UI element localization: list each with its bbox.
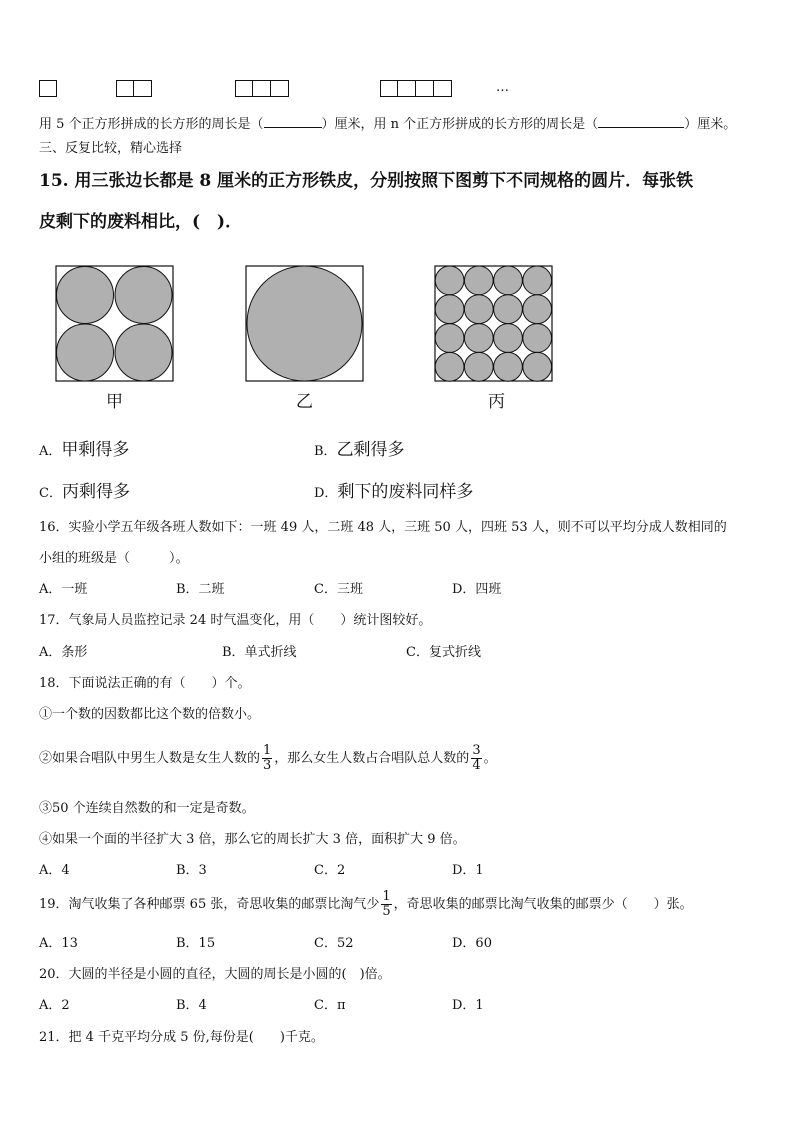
q20-option-a[interactable]: A．2 (39, 998, 70, 1013)
four-squares-figure (380, 80, 452, 97)
q19-fraction-one-fifth (381, 890, 391, 919)
q19-part1: 19．淘气收集了各种邮票 65 张，奇思收集的邮票比淘气少 (39, 897, 380, 912)
q18-option-a[interactable]: A．4 (39, 863, 70, 878)
q20-option-b[interactable]: B．4 (176, 998, 207, 1013)
q15-figure-yi (245, 265, 365, 383)
q15-option-b-text: 乙剩得多 (336, 440, 405, 460)
q18-frac1-numerator: 1 (263, 743, 272, 758)
q14-text-part2: ）厘米，用 n 个正方形拼成的长方形的周长是（ (321, 117, 599, 132)
q15-label-bing: 丙 (488, 392, 505, 412)
q15-option-c-letter: C． (39, 486, 62, 501)
q15-option-b[interactable] (314, 442, 405, 460)
question-16-line-2: 小组的班级是（ ）。 (39, 551, 189, 566)
q15-option-d-text: 剩下的废料同样多 (337, 482, 474, 502)
q18-s2-part2: ，那么女生人数占合唱队总人数的 (274, 751, 470, 766)
question-15-line-1: 15. 用三张边长都是 8 厘米的正方形铁皮，分别按照下图剪下不同规格的圆片．每张铁 (39, 171, 694, 191)
question-14-line (39, 115, 736, 133)
q19-option-d[interactable]: D．60 (452, 936, 492, 951)
q15-label-yi: 乙 (296, 392, 313, 412)
question-17-line: 17．气象局人员监控记录 24 时气温变化，用（ ）统计图较好。 (39, 613, 432, 628)
q15-option-a-text: 甲剩得多 (61, 440, 130, 460)
q15-option-a-letter: A． (39, 444, 62, 459)
q17-option-a[interactable]: A．条形 (39, 645, 88, 660)
squares-ellipsis: … (496, 80, 509, 95)
q15-option-d-letter: D． (314, 486, 338, 501)
q18-option-d[interactable]: D．1 (452, 863, 484, 878)
q15-option-d[interactable] (314, 484, 473, 502)
q15-option-c-text: 丙剩得多 (61, 482, 130, 502)
q18-s2-part1: ②如果合唱队中男生人数是女生人数的 (39, 751, 261, 766)
q18-statement-2 (39, 744, 497, 773)
question-19-line (39, 890, 693, 919)
q15-label-jia: 甲 (106, 392, 123, 412)
q15-figure-jia (55, 265, 175, 383)
q16-option-d[interactable]: D．四班 (452, 582, 502, 597)
question-15-line-2: 皮剩下的废料相比，( )． (39, 212, 243, 232)
q19-part2: ，奇思收集的邮票比淘气收集的邮票少（ ）张。 (393, 897, 693, 912)
q20-option-c[interactable]: C．π (314, 998, 346, 1013)
q20-option-d[interactable]: D．1 (452, 998, 484, 1013)
q15-option-c[interactable] (39, 484, 130, 502)
question-21-line: 21．把 4 千克平均分成 5 份,每份是( )千克。 (39, 1030, 324, 1045)
q15-option-b-letter: B． (314, 444, 337, 459)
one-square-figure (39, 80, 57, 97)
q17-option-b[interactable]: B．单式折线 (222, 645, 297, 660)
q16-option-c[interactable]: C．三班 (314, 582, 363, 597)
q18-frac2-numerator: 3 (472, 743, 481, 758)
q15-figure-bing (434, 265, 554, 383)
q19-frac-numerator: 1 (382, 889, 391, 904)
q18-fraction-three-fourths (471, 744, 481, 773)
q17-option-c[interactable]: C．复式折线 (406, 645, 481, 660)
q19-option-b[interactable]: B．15 (176, 936, 216, 951)
q18-s2-part3: 。 (483, 751, 497, 766)
q18-option-c[interactable]: C．2 (314, 863, 346, 878)
q16-option-a[interactable]: A．一班 (39, 582, 88, 597)
q18-statement-1: ①一个数的因数都比这个数的倍数小。 (39, 707, 261, 722)
q14-blank-2[interactable] (598, 115, 684, 128)
q14-text-part1: 用 5 个正方形拼成的长方形的周长是（ (39, 117, 264, 132)
q15-option-a[interactable] (39, 442, 129, 460)
two-squares-figure (116, 80, 152, 97)
question-16-line-1: 16．实验小学五年级各班人数如下：一班 49 人，二班 48 人，三班 50 人，四班 53 人，则不可以平均分成人数相同的 (39, 520, 727, 535)
q14-text-part3: ）厘米。 (684, 117, 737, 132)
q18-frac1-denominator: 3 (263, 758, 272, 773)
q18-statement-4: ④如果一个面的半径扩大 3 倍，那么它的周长扩大 3 倍，面积扩大 9 倍。 (39, 832, 466, 847)
question-20-line: 20．大圆的半径是小圆的直径，大圆的周长是小圆的( )倍。 (39, 967, 391, 982)
q18-frac2-denominator: 4 (472, 758, 481, 773)
q19-option-a[interactable]: A．13 (39, 936, 78, 951)
q19-option-c[interactable]: C．52 (314, 936, 354, 951)
three-squares-figure (235, 80, 289, 97)
q18-statement-3: ③50 个连续自然数的和一定是奇数。 (39, 801, 255, 816)
q19-frac-denominator: 5 (382, 904, 391, 919)
section-title: 三、反复比较，精心选择 (39, 141, 183, 156)
q18-option-b[interactable]: B．3 (176, 863, 207, 878)
q14-blank-1[interactable] (264, 115, 322, 128)
q18-fraction-one-third (262, 744, 272, 773)
question-18-line: 18．下面说法正确的有（ ）个。 (39, 676, 251, 691)
q16-option-b[interactable]: B．二班 (176, 582, 225, 597)
